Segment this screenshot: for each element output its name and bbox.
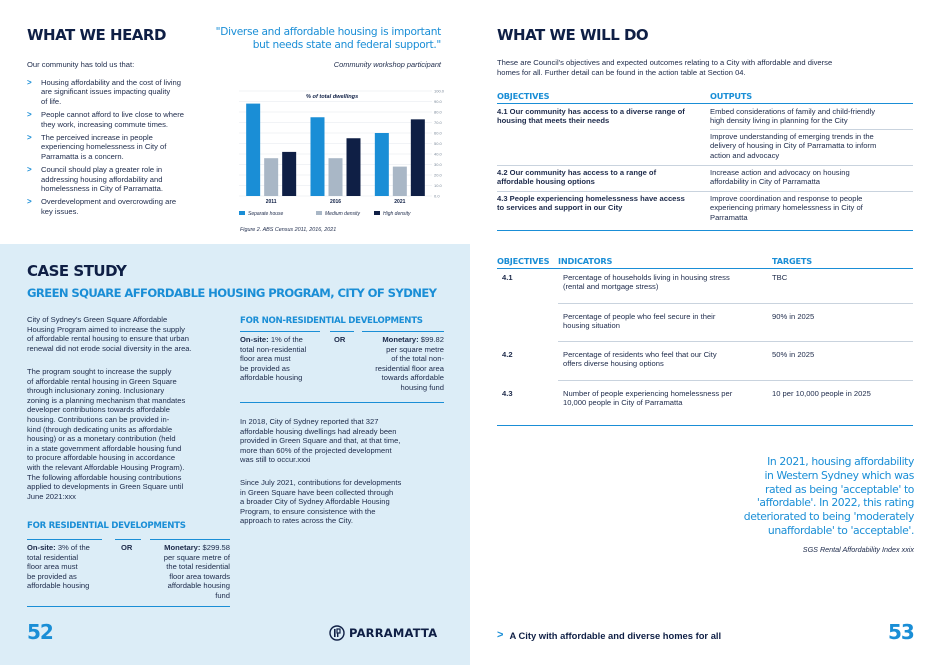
council-logo	[329, 625, 437, 641]
text-line: Percentage of residents who feel that our City	[563, 350, 717, 359]
table2-objective: 4.1	[502, 273, 513, 282]
text-line: experiencing primary homelessness in City of	[710, 203, 863, 213]
bullet-line: Council should play a greater role in	[41, 165, 163, 175]
non-residential-onsite	[240, 335, 330, 383]
table2-target: 10 per 10,000 people in 2025	[772, 389, 871, 398]
divider	[497, 191, 913, 192]
table2-header-indicators: INDICATORS	[558, 256, 613, 266]
table2-indicator	[563, 273, 773, 292]
text-line: (rental and mortgage stress)	[563, 282, 659, 292]
label: On-site:	[240, 335, 269, 344]
text-line: affordability in City of Parramatta	[710, 177, 821, 187]
table2-target: 90% in 2025	[772, 312, 815, 321]
non-residential-or: OR	[334, 335, 346, 344]
case-study-subtitle: GREEN SQUARE AFFORDABLE HOUSING PROGRAM, CITY OF SYDNEY	[27, 286, 437, 300]
text-line: Program, to ensure consistence with the	[240, 506, 376, 516]
bar-high-density	[282, 152, 296, 196]
what-we-will-do-title: WHAT WE WILL DO	[497, 26, 649, 44]
text-line: affordable housing options	[497, 177, 595, 187]
divider	[558, 303, 913, 304]
residential-onsite	[27, 543, 107, 591]
y-tick-label: 60.0	[434, 130, 442, 136]
y-tick-label: 80.0	[434, 109, 442, 115]
text-line: Improve understanding of emerging trends in the	[710, 132, 874, 141]
text-line: to services and support in our City	[497, 203, 623, 213]
figure-caption: Figure 2. ABS Census 2011, 2016, 2021	[240, 227, 337, 233]
text-line: offers diverse housing options	[563, 359, 664, 369]
table2-bottom-rule	[497, 425, 913, 426]
callout-line: deteriorated to being 'moderately	[743, 510, 914, 524]
heard-bullet	[27, 197, 227, 216]
text-line: Percentage of people who feel secure in their	[563, 312, 716, 321]
text-line: Percentage of households living in housing stress	[563, 273, 730, 282]
text-line: residential floor area	[375, 363, 444, 373]
callout-line: unaffordable' to 'acceptable'.	[767, 523, 914, 537]
bar-separate-house	[375, 133, 389, 196]
table1-objective	[497, 107, 709, 126]
legend-label: Separate house	[248, 211, 284, 217]
y-tick-label: 100.0	[434, 88, 445, 94]
legend-label: High density	[383, 211, 411, 217]
x-tick-label: 2016	[329, 199, 342, 205]
text-line: a broader City of Sydney Affordable Housing	[240, 497, 390, 507]
table2-indicator	[563, 312, 773, 331]
y-tick-label: 20.0	[434, 172, 442, 178]
text-line: Monetary: $99.82	[382, 335, 444, 344]
x-tick-label: 2011	[265, 199, 277, 205]
table1-output	[710, 168, 915, 187]
heard-bullet-list	[27, 78, 227, 220]
text-line: more than 60% of the projected development	[240, 445, 392, 455]
divider	[710, 129, 913, 130]
page-number: 52	[27, 620, 53, 644]
bullet-line: People cannot afford to live close to where	[41, 110, 184, 120]
text-line: City of Sydney's Green Square Affordable	[27, 315, 168, 324]
case-study-title: CASE STUDY	[27, 262, 127, 280]
bullet-line: homelessness in City of Parramatta.	[41, 184, 163, 194]
chevron-right-icon: >	[27, 110, 32, 120]
text-line: The program sought to increase the supply	[27, 367, 172, 376]
text-line: Since July 2021, contributions for developments	[240, 478, 402, 487]
divider	[150, 539, 230, 540]
callout-line: In 2021, housing affordability	[767, 455, 914, 468]
bar-high-density	[347, 138, 361, 196]
bullet-line: The perceived increase in people	[41, 133, 153, 143]
table2-header-targets: TARGETS	[772, 256, 812, 266]
bullet-line: addressing housing affordability and	[41, 174, 163, 184]
bar-medium-density	[329, 158, 343, 196]
chevron-right-icon: >	[27, 133, 32, 143]
callout-line: in Western Sydney which was	[764, 468, 914, 482]
table1-bottom-rule	[497, 230, 913, 231]
table2-indicator	[563, 389, 773, 408]
divider	[362, 331, 444, 332]
callout-source: SGS Rental Affordability Index xxix	[802, 545, 914, 554]
text-line: per square metre	[386, 344, 444, 354]
table2-header-rule	[497, 268, 913, 269]
text-line: was still to occur.xxxi	[240, 455, 311, 465]
case-study-para-3	[240, 417, 450, 465]
text-line: Embed considerations of family and child-friendly	[710, 107, 876, 116]
bar-medium-density	[264, 158, 278, 196]
table2-header-objectives: OBJECTIVES	[497, 256, 550, 266]
bar-separate-house	[311, 117, 325, 196]
text-line: Monetary: $299.58	[164, 543, 230, 552]
text-line: total residential	[27, 552, 79, 562]
table1-objective	[497, 194, 709, 213]
table1-header-objectives: OBJECTIVES	[497, 91, 550, 101]
divider	[558, 380, 913, 381]
text-line: housing that meets their needs	[497, 116, 610, 126]
bar-high-density	[411, 119, 425, 196]
table2-objective: 4.2	[502, 350, 513, 359]
parramatta-logo-icon	[329, 625, 345, 641]
what-we-heard-title: WHAT WE HEARD	[27, 26, 166, 44]
text-line: homes for all. Further detail can be found in the action table at Section 04.	[497, 67, 746, 77]
table1-header-rule	[497, 103, 913, 104]
label: On-site:	[27, 543, 56, 552]
chart-title: % of total dwellings	[306, 94, 359, 100]
case-study-para-1	[27, 315, 237, 353]
text-line: of affordable rental housing in Green Square	[27, 376, 177, 386]
text-line: Parramatta	[710, 212, 748, 222]
bullet-line: Overdevelopment and overcrowding are	[41, 197, 177, 207]
text-line: 4.1 Our community has access to a diverse range of	[497, 107, 685, 116]
page-number: 53	[888, 620, 914, 644]
table1-output	[710, 194, 915, 222]
text-line: affordable housing	[167, 581, 230, 591]
text-line: towards affordable	[381, 373, 444, 383]
x-tick-label: 2021	[394, 199, 406, 205]
bullet-line: Parramatta is a concern.	[41, 151, 124, 161]
y-tick-label: 50.0	[434, 141, 442, 146]
y-tick-label: 40.0	[434, 151, 442, 157]
text-line: 4.3 People experiencing homelessness have access	[497, 194, 685, 203]
non-residential-heading: FOR NON-RESIDENTIAL DEVELOPMENTS	[240, 316, 423, 326]
table1-output	[710, 107, 915, 126]
text-line: In 2018, City of Sydney reported that 327	[240, 417, 379, 426]
text-line: delivery of housing in City of Parramatta to inform	[710, 141, 877, 151]
residential-or: OR	[121, 543, 133, 552]
bullet-line: Housing affordability and the cost of living	[41, 78, 182, 87]
bullet-line: experiencing homelessness in City of	[41, 142, 167, 152]
text-line: per square metre of	[163, 552, 230, 562]
bullet-line: of life.	[41, 96, 62, 106]
residential-monetary	[140, 543, 230, 601]
y-tick-label: 0.0	[434, 193, 440, 199]
table1-objective	[497, 168, 709, 187]
text-line: of the total non-	[391, 354, 444, 364]
y-tick-label: 90.0	[434, 99, 442, 104]
text-line: be provided as	[27, 571, 77, 581]
text-line: affordable housing	[27, 581, 90, 591]
divider	[240, 402, 444, 403]
label: Monetary:	[164, 543, 201, 552]
text-line: On-site: 1% of the	[240, 335, 303, 344]
text-line: housing) or as a monetary contribution (held	[27, 434, 176, 444]
text-line: June 2021:xxx	[27, 491, 76, 501]
table1-output	[710, 132, 915, 160]
text-line: in Green Square have been collected through	[240, 487, 394, 497]
case-study-para-4	[240, 478, 450, 526]
text-line: total non-residential	[240, 344, 307, 354]
table1-header-outputs: OUTPUTS	[710, 91, 752, 101]
text-line: Number of people experiencing homelessness per	[563, 389, 733, 398]
text-line: action and advocacy	[710, 150, 780, 160]
text-line: affordable housing dwellings had already been	[240, 426, 397, 436]
text-line: the total residential	[166, 562, 230, 572]
chevron-right-icon: >	[27, 78, 32, 87]
legend-swatch	[374, 211, 380, 215]
legend-label: Medium density	[325, 211, 361, 217]
heard-bullet	[27, 133, 227, 161]
dwellings-bar-chart	[236, 86, 446, 232]
text-line: zoning is a planning mechanism that mandates	[27, 395, 186, 405]
footer-section-label	[497, 629, 721, 641]
text-line: Improve coordination and response to people	[710, 194, 863, 203]
y-tick-label: 10.0	[434, 183, 442, 188]
right-page	[470, 0, 940, 665]
divider	[558, 341, 913, 342]
text-line: of affordable rental housing to ensure that urban	[27, 334, 189, 344]
callout-line: rated as being 'acceptable' to	[764, 482, 914, 496]
text-line: housing fund	[400, 382, 444, 392]
y-tick-label: 70.0	[434, 120, 442, 125]
bar-medium-density	[393, 167, 407, 196]
text-line: renewal did not erode social diversity in the area.	[27, 343, 192, 353]
quote-line: "Diverse and affordable housing is important	[215, 26, 441, 38]
text-line: Housing Program aimed to increase the supply	[27, 324, 185, 334]
affordability-callout	[690, 455, 914, 538]
text-line: housing situation	[563, 321, 620, 331]
text-line: through inclusionary zoning. Inclusionary	[27, 386, 165, 396]
divider	[240, 331, 320, 332]
chevron-right-icon: >	[27, 165, 32, 175]
text-line: with the relevant Affordable Housing Program).	[27, 462, 185, 472]
text-line: 10,000 people in City of Parramatta	[563, 398, 683, 408]
text-line: 4.2 Our community has access to a range of	[497, 168, 657, 177]
table2-indicator	[563, 350, 773, 369]
quote-source: Community workshop participant	[333, 60, 441, 69]
label: Monetary:	[382, 335, 419, 344]
text-line: provided in Green Square and that, at that time,	[240, 436, 401, 446]
pull-quote	[212, 26, 441, 52]
bar-separate-house	[246, 104, 260, 196]
text-line: These are Council's objectives and expected outcomes relating to a City with affordable and diverse	[497, 58, 833, 67]
table2-objective: 4.3	[502, 389, 513, 398]
text-line: Increase action and advocacy on housing	[710, 168, 850, 177]
divider	[497, 165, 913, 166]
residential-heading: FOR RESIDENTIAL DEVELOPMENTS	[27, 521, 186, 531]
heard-intro: Our community has told us that:	[27, 60, 135, 69]
divider	[27, 606, 230, 607]
table2-target: 50% in 2025	[772, 350, 815, 359]
text-line: high density living in planning for the City	[710, 116, 848, 126]
text-line: be provided as	[240, 363, 290, 373]
heard-bullet	[27, 110, 227, 129]
logo-text: PARRAMATTA	[349, 626, 438, 640]
text-line: The following affordable housing contributions	[27, 472, 182, 482]
text-line: floor area must	[240, 354, 291, 364]
text-line: fund	[215, 590, 230, 600]
bullet-line: are significant issues impacting quality	[41, 87, 171, 97]
text-line: developer contributions towards affordable	[27, 405, 170, 415]
text-line: On-site: 3% of the	[27, 543, 90, 552]
divider	[330, 331, 354, 332]
text-line: affordable housing	[240, 373, 303, 383]
callout-line: 'affordable'. In 2022, this rating	[756, 496, 914, 510]
legend-swatch	[239, 211, 245, 215]
arrow-right-icon: >	[497, 629, 504, 641]
legend-swatch	[316, 211, 322, 215]
text-line: applied to developments in Green Square until	[27, 482, 184, 492]
text-line: floor area must	[27, 562, 78, 572]
heard-bullet	[27, 78, 227, 106]
divider	[115, 539, 141, 540]
quote-line: but needs state and federal support."	[252, 39, 441, 51]
text-line: to procure affordable housing in accordance	[27, 453, 176, 463]
text-line: housing. Contributions can be provided in-	[27, 414, 170, 424]
text-line: kind (through dedicating units as affordable	[27, 424, 173, 434]
table2-target: TBC	[772, 273, 788, 282]
heard-bullet	[27, 165, 227, 193]
text-line: approach to rates across the City.	[240, 516, 353, 526]
text-line: in a state government affordable housing fund	[27, 443, 182, 453]
case-study-para-2	[27, 367, 237, 501]
will-do-intro	[497, 58, 917, 77]
bullet-line: they work, increasing commute times.	[41, 119, 169, 129]
y-tick-label: 30.0	[434, 162, 442, 167]
non-residential-monetary	[350, 335, 444, 393]
bullet-line: key issues.	[41, 206, 79, 216]
footer-text: A City with affordable and diverse homes for all	[509, 629, 722, 641]
divider	[27, 539, 102, 540]
chevron-right-icon: >	[27, 197, 32, 207]
text-line: floor area towards	[169, 571, 230, 581]
